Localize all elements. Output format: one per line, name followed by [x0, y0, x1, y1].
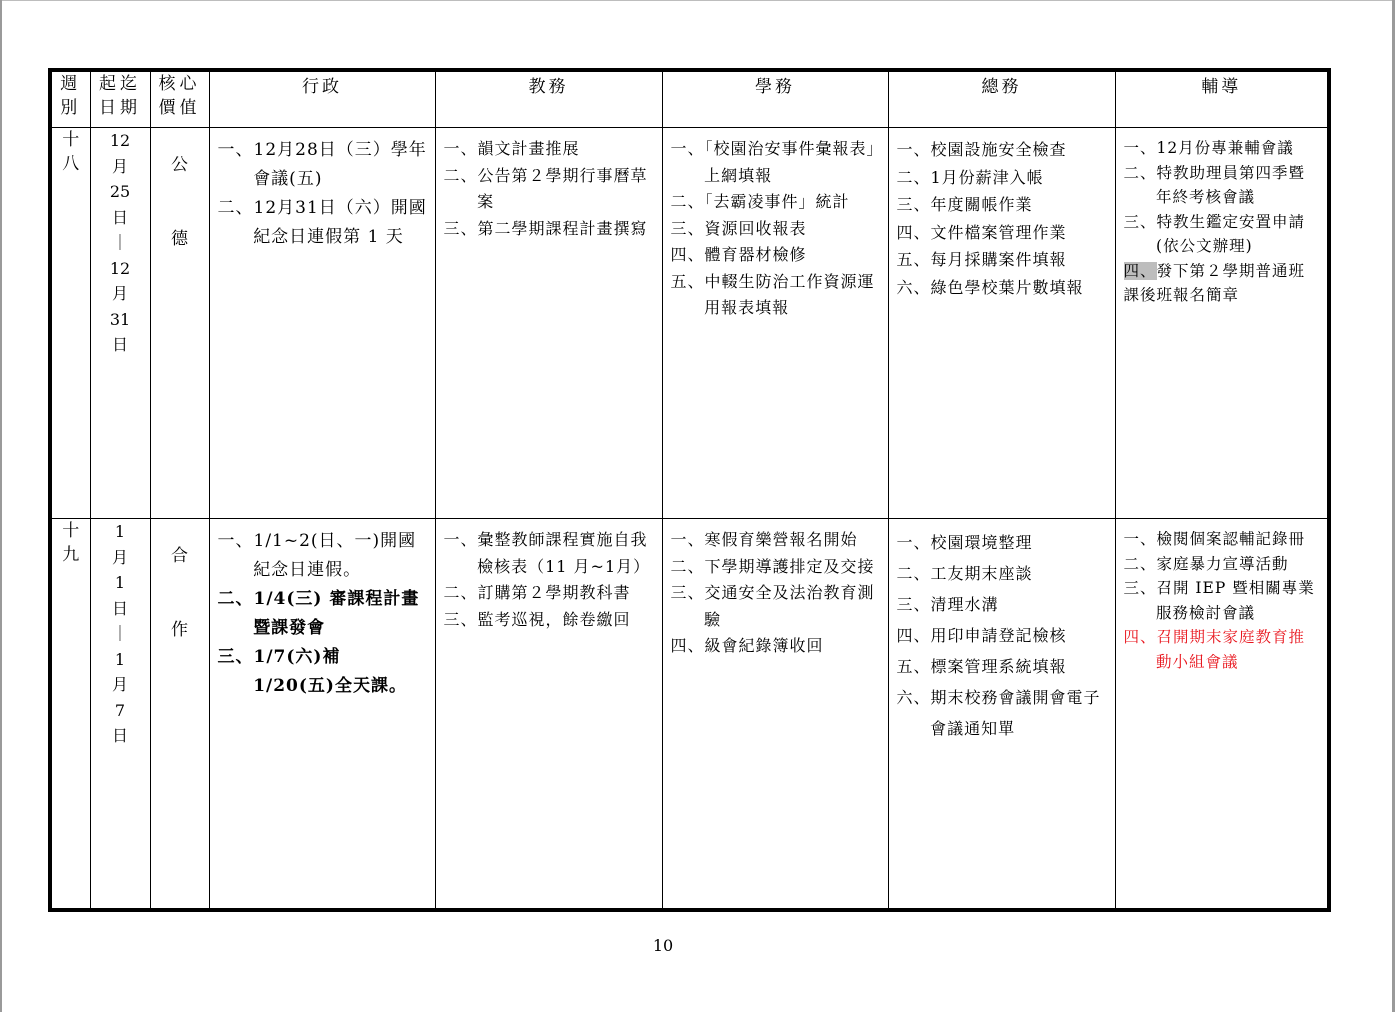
counseling-item: 二、特教助理員第四季暨年終考核會議 [1123, 163, 1306, 207]
academic-item: 三、監考巡視，餘卷繳回 [443, 609, 631, 629]
academic-cell [435, 128, 662, 519]
general-item: 三、年度關帳作業 [896, 195, 1033, 215]
general-item: 一、校園設施安全檢查 [896, 140, 1067, 160]
week-19-row [50, 519, 1329, 910]
general-affairs-cell [888, 519, 1115, 910]
admin-item: 一、12月28日（三）學年會議(五) [217, 140, 427, 190]
student-item: 三、資源回收報表 [670, 218, 807, 238]
date-range: 1月1日｜1月7日 [90, 519, 150, 910]
week-18-row [50, 128, 1329, 519]
general-item: 五、標案管理系統填報 [896, 657, 1067, 677]
header-core-value: 核心價值 [150, 70, 209, 128]
counseling-item-text: 發下第２學期普通班課後班報名簡章 [1123, 261, 1306, 305]
general-affairs-cell [888, 128, 1115, 519]
admin-item: 一、1/1~2(日、一)開國紀念日連假。 [217, 531, 417, 581]
counseling-item: 一、12月份專兼輔會議 [1123, 139, 1294, 158]
academic-item: 二、訂購第２學期教科書 [443, 583, 631, 603]
counseling-item [1124, 259, 1322, 308]
student-item: 五、中輟生防治工作資源運用報表填報 [670, 271, 875, 318]
counseling-item-red: 四、召開期末家庭教育推動小組會議 [1123, 628, 1306, 671]
admin-cell [209, 128, 435, 519]
general-item: 三、清理水溝 [896, 595, 999, 615]
header-admin: 行政 [209, 70, 435, 128]
header-dates: 起迄日期 [90, 70, 150, 128]
highlighted-prefix: 四、 [1123, 261, 1157, 280]
student-affairs-cell [662, 519, 888, 910]
week-number: 十九 [50, 519, 90, 910]
counseling-item: 三、召開 IEP 暨相關專業服務檢討會議 [1123, 579, 1315, 622]
student-item: 三、交通安全及法治教育測驗 [670, 583, 875, 629]
student-item: 四、體育器材檢修 [670, 245, 807, 265]
admin-item: 二、1/4(三) 審課程計畫暨課發會 [217, 589, 420, 639]
header-counseling: 輔導 [1115, 70, 1329, 128]
core-value: 公德 [150, 128, 209, 519]
admin-item: 三、1/7(六)補 1/20(五)全天課。 [217, 647, 407, 697]
student-item: 一、寒假育樂營報名開始 [670, 530, 858, 550]
admin-item: 二、12月31日（六）開國紀念日連假第 1 天 [217, 198, 427, 248]
admin-cell [209, 519, 435, 910]
header-row [50, 70, 1329, 128]
header-student-affairs: 學務 [662, 70, 888, 128]
general-item: 六、綠色學校葉片數填報 [896, 277, 1084, 297]
counseling-cell [1115, 519, 1329, 910]
page-top-edge [0, 0, 1395, 1]
weekly-schedule-table [48, 68, 1331, 912]
student-item: 一、「校園治安事件彙報表」上網填報 [670, 139, 876, 185]
student-item: 二、「去霸凌事件」統計 [670, 192, 850, 212]
counseling-item: 三、特教生鑑定安置申請(依公文辦理) [1123, 212, 1306, 256]
general-item: 五、每月採購案件填報 [896, 250, 1067, 270]
counseling-cell [1115, 128, 1329, 519]
general-item: 二、1月份薪津入帳 [896, 167, 1044, 187]
general-item: 六、期末校務會議開會電子會議通知單 [896, 688, 1101, 739]
core-value: 合作 [150, 519, 209, 910]
date-range: 12月25日｜12月31日 [90, 128, 150, 519]
student-item: 四、級會紀錄簿收回 [670, 636, 824, 656]
header-academic: 教務 [435, 70, 662, 128]
general-item: 四、用印申請登記檢核 [896, 626, 1067, 646]
student-item: 二、下學期導護排定及交接 [670, 556, 875, 576]
counseling-item: 二、家庭暴力宣導活動 [1123, 554, 1289, 573]
academic-item: 一、彙整教師課程實施自我檢核表（11 月~1月） [443, 530, 651, 576]
page-left-edge [0, 0, 2, 1012]
counseling-item: 一、檢閱個案認輔記錄冊 [1123, 530, 1306, 549]
header-general-affairs: 總務 [888, 70, 1115, 128]
academic-item: 三、第二學期課程計畫撰寫 [443, 218, 648, 238]
page-number: 10 [652, 936, 674, 955]
general-item: 四、文件檔案管理作業 [896, 222, 1067, 242]
general-item: 一、校園環境整理 [896, 533, 1033, 553]
header-week: 週別 [50, 70, 90, 128]
general-item: 二、工友期末座談 [896, 564, 1033, 584]
academic-item: 二、公告第２學期行事曆草案 [443, 165, 648, 212]
week-number: 十八 [50, 128, 90, 519]
academic-cell [435, 519, 662, 910]
student-affairs-cell [662, 128, 888, 519]
academic-item: 一、韻文計畫推展 [443, 139, 580, 159]
